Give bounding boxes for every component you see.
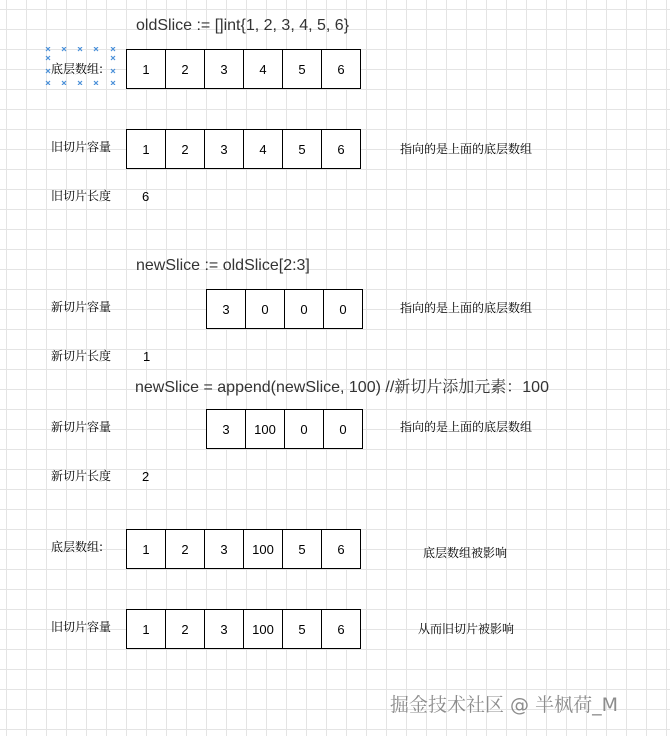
array-cell: 0 (245, 289, 285, 329)
array-cell: 5 (282, 129, 322, 169)
old-slice-cap2-cells (126, 609, 361, 649)
array-cell: 4 (243, 49, 283, 89)
old-slice-cap2-label: 旧切片容量 (51, 620, 112, 634)
array-cell: 3 (204, 529, 244, 569)
array-cell: 6 (321, 609, 361, 649)
new-slice-len2-label: 新切片长度 (51, 469, 112, 483)
array-cell: 2 (165, 49, 205, 89)
new-slice-cap-label: 新切片容量 (51, 300, 112, 314)
array-cell: 3 (206, 409, 246, 449)
array-cell: 3 (204, 129, 244, 169)
array-cell: 3 (204, 609, 244, 649)
array-cell: 4 (243, 129, 283, 169)
array-cell: 5 (282, 609, 322, 649)
underlying-array-cells (126, 49, 361, 89)
new-slice-len2-value: 2 (142, 469, 150, 484)
array-cell: 2 (165, 129, 205, 169)
array-cell: 2 (165, 529, 205, 569)
old-slice-cap-label: 旧切片容量 (51, 140, 112, 154)
array-cell: 100 (243, 609, 283, 649)
array-cell: 5 (282, 49, 322, 89)
old-slice-cap-note: 指向的是上面的底层数组 (400, 142, 533, 156)
array-cell: 100 (245, 409, 285, 449)
array-cell: 6 (321, 529, 361, 569)
new-slice-cap2-cells (206, 409, 363, 449)
append-code: newSlice = append(newSlice, 100) //新切片添加元素：100 (135, 379, 549, 396)
array-cell: 0 (323, 289, 363, 329)
array-cell: 6 (321, 129, 361, 169)
array-cell: 1 (126, 609, 166, 649)
array-cell: 0 (323, 409, 363, 449)
new-slice-cap-cells (206, 289, 363, 329)
new-slice-cap2-note: 指向的是上面的底层数组 (400, 420, 533, 434)
array-cell: 3 (204, 49, 244, 89)
array-cell: 0 (284, 409, 324, 449)
array-cell: 0 (284, 289, 324, 329)
array-cell: 1 (126, 49, 166, 89)
array-cell: 2 (165, 609, 205, 649)
array-cell: 5 (282, 529, 322, 569)
old-slice-code: oldSlice := []int{1, 2, 3, 4, 5, 6} (136, 17, 350, 34)
new-slice-len-value: 1 (143, 349, 151, 364)
new-slice-code: newSlice := oldSlice[2:3] (136, 257, 310, 274)
new-slice-len-label: 新切片长度 (51, 349, 112, 363)
array-cell: 3 (206, 289, 246, 329)
array-cell: 1 (126, 529, 166, 569)
underlying-array2-cells (126, 529, 361, 569)
array-cell: 100 (243, 529, 283, 569)
array-cell: 6 (321, 49, 361, 89)
old-slice-cap-cells (126, 129, 361, 169)
new-slice-cap2-label: 新切片容量 (51, 420, 112, 434)
underlying-array2-note: 底层数组被影响 (423, 546, 508, 560)
new-slice-cap-note: 指向的是上面的底层数组 (400, 301, 533, 315)
array-cell: 1 (126, 129, 166, 169)
underlying-array2-label: 底层数组: (51, 540, 104, 554)
old-slice-len-label: 旧切片长度 (51, 189, 112, 203)
old-slice-cap2-note: 从而旧切片被影响 (418, 622, 515, 636)
old-slice-len-value: 6 (142, 189, 150, 204)
underlying-array-label: 底层数组: (51, 62, 104, 76)
watermark: 掘金技术社区 @ 半枫荷_M (390, 694, 618, 716)
